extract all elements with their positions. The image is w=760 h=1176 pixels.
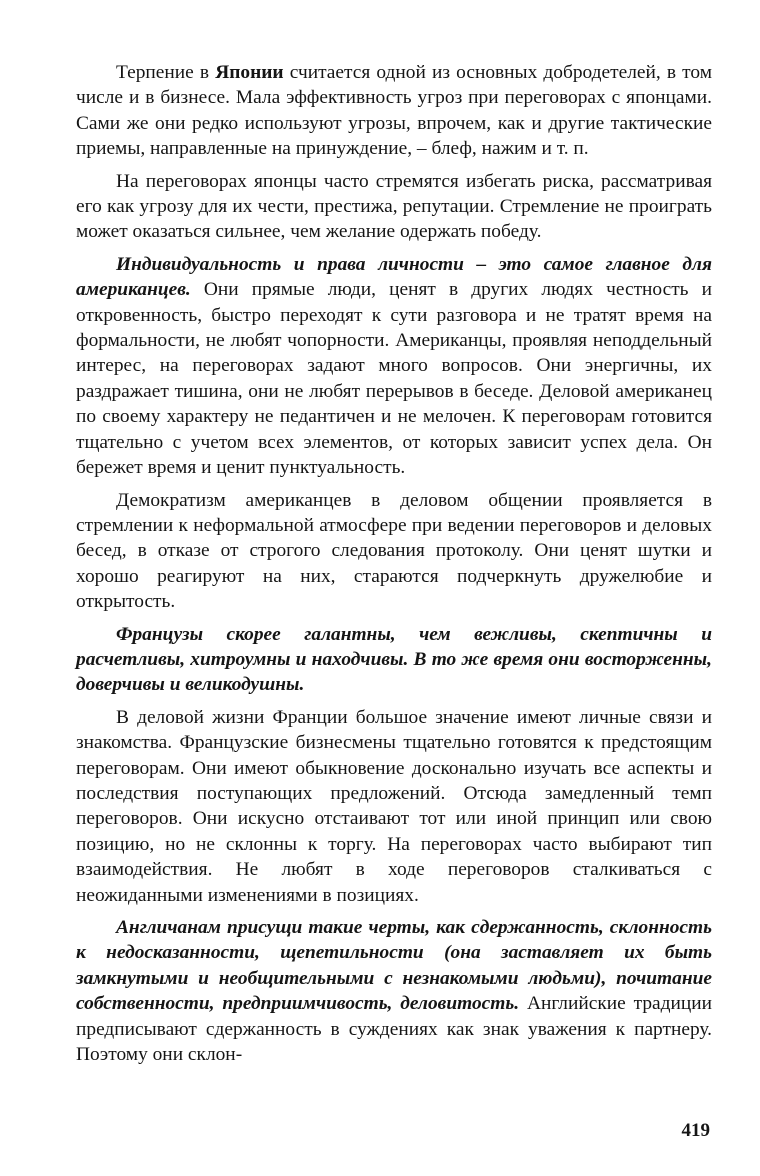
paragraph-japan-patience: [76, 60, 712, 162]
page-number: 419: [681, 1120, 710, 1141]
paragraph-japan-risk: На переговорах японцы часто стремятся избегать риска, рассматривая его как угрозу для их чести, престижа, репутации. Стремление не проиграть может оказаться сильнее, чем желание одержать победу.: [76, 170, 712, 243]
paragraph-text: считается одной из основных добродетелей, в том числе и в бизнесе. Мала эффективность угроз при переговорах с японцами. Сами же они редко используют угрозы, впрочем, как и другие тактические приемы, направленные на принуждение, – блеф, нажим и т. п.: [76, 62, 712, 160]
paragraph-text: Терпение в: [116, 62, 216, 83]
paragraph-french-traits: Французы скорее галантны, чем вежливы, скептичны и расчетливы, хитроумны и находчивы. В то же время они восторженны, доверчивы и великодушны.: [76, 623, 712, 696]
page-body: [76, 60, 712, 1074]
heading-inline-english: Англичанам присущи такие черты, как сдержанность, склонность к недосказанности, щепетильности (она заставляет их быть замкнутыми и необщительными с незнакомыми людьми), почитание собственности, предприимчивость, деловитость.: [76, 917, 712, 1015]
paragraph-text: Они прямые люди, ценят в других людях честность и откровенность, быстро переходят к сути разговора и не тратят время на формальности, не любят чопорности. Американцы, проявляя неподдельный интерес, на переговорах задают много вопросов. Они энергичны, их раздражает тишина, они не любят перерывов в беседе. Деловой американец по своему характеру не педантичен и не мелочен. К переговорам готовится тщательно с учетом всех элементов, от которых зависит успех дела. Он бережет время и ценит пунктуальность.: [76, 279, 712, 479]
paragraph-american-democratism: Демократизм американцев в деловом общении проявляется в стремлении к неформальной атмосфере при ведении переговоров и деловых бесед, в отказе от строгого следования протоколу. Они ценят шутки и хорошо реагируют на них, стараются подчеркнуть дружелюбие и открытость.: [76, 489, 712, 613]
paragraph-americans: [76, 252, 712, 481]
heading-inline-americans: Индивидуальность и права личности – это самое главное для американцев.: [76, 253, 712, 301]
paragraph-french-business: В деловой жизни Франции большое значение имеют личные связи и знакомства. Французские бизнесмены тщательно готовятся к предстоящим переговорам. Они имеют обыкновение досконально изучать все аспекты и последствия поступающих предложений. Отсюда замедленный темп переговоров. Они искусно отстаивают тот или иной принцип или свою позицию, но не склонны к торгу. На переговорах часто выбирают тип взаимодействия. Не любят в ходе переговоров сталкиваться с неожиданными изменениями в позициях.: [76, 706, 712, 906]
paragraph-english: [76, 915, 712, 1067]
paragraph-text: Английские традиции предписывают сдержанность в суждениях как знак уважения к партнеру. Поэтому они склон-: [76, 993, 713, 1066]
bold-term-japan: Японии: [215, 62, 284, 83]
